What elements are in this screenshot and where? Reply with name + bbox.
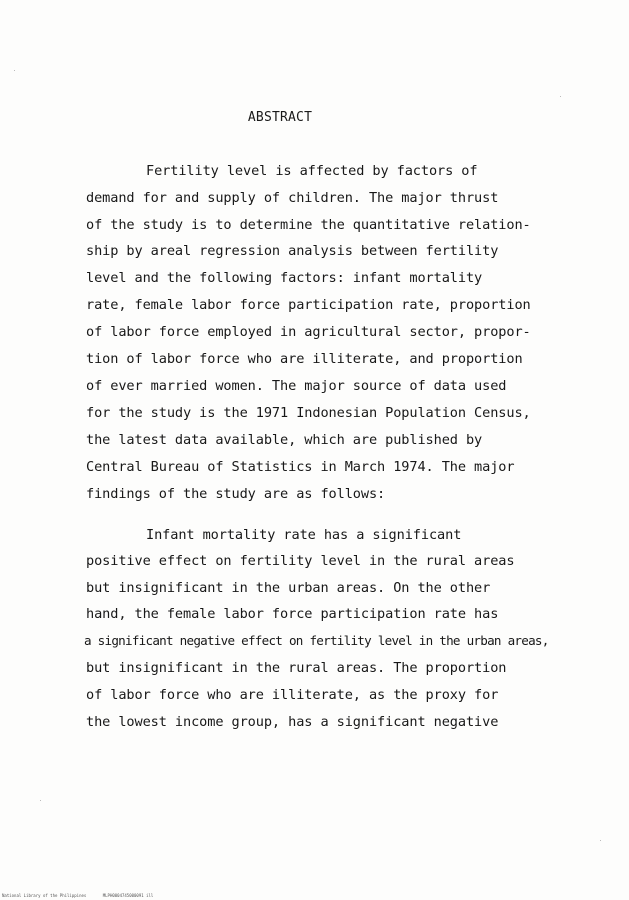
paragraph-line: of the study is to determine the quantitative relation- — [86, 217, 531, 233]
scan-speck — [560, 96, 561, 97]
paragraph-line: level and the following factors: infant mortality — [86, 270, 483, 286]
paragraph-line-condensed: a significant negative effect on fertility level in the urban areas, — [84, 633, 549, 648]
page-title: ABSTRACT — [247, 110, 313, 125]
paragraph-line: demand for and supply of children. The major thrust — [86, 190, 499, 206]
paragraph-line: the lowest income group, has a significant negative — [86, 714, 499, 730]
paragraph-line: findings of the study are as follows: — [86, 486, 386, 502]
scan-speck — [40, 800, 41, 801]
paragraph-line: for the study is the 1971 Indonesian Population Census, — [86, 405, 531, 421]
paragraph-line: Fertility level is affected by factors of — [146, 163, 478, 179]
paragraph-line: of ever married women. The major source of data used — [86, 378, 507, 394]
scan-footer — [2, 893, 167, 898]
footer-identifier: MLPH0004745000091 ill — [102, 893, 154, 898]
paragraph-line: ship by areal regression analysis between fertility — [86, 243, 499, 259]
paragraph-line: tion of labor force who are illiterate, and proportion — [86, 351, 523, 367]
paragraph-line: of labor force who are illiterate, as the proxy for — [86, 687, 499, 703]
paragraph-line: the latest data available, which are published by — [86, 432, 483, 448]
paragraph-line: positive effect on fertility level in the rural areas — [86, 553, 515, 569]
scan-speck — [14, 70, 15, 71]
paragraph-line: but insignificant in the rural areas. The proportion — [86, 660, 507, 676]
paragraph-line: but insignificant in the urban areas. On the other — [86, 580, 491, 596]
paragraph-line: Central Bureau of Statistics in March 1974. The major — [86, 459, 515, 475]
paragraph-line: of labor force employed in agricultural sector, propor- — [86, 324, 531, 340]
paragraph-line: hand, the female labor force participation rate has — [86, 606, 499, 622]
scan-speck — [600, 840, 601, 841]
footer-library-name: National Library of the Philippines — [2, 893, 87, 898]
paragraph-line: Infant mortality rate has a significant — [146, 527, 462, 543]
paragraph-line: rate, female labor force participation rate, proportion — [86, 297, 531, 313]
